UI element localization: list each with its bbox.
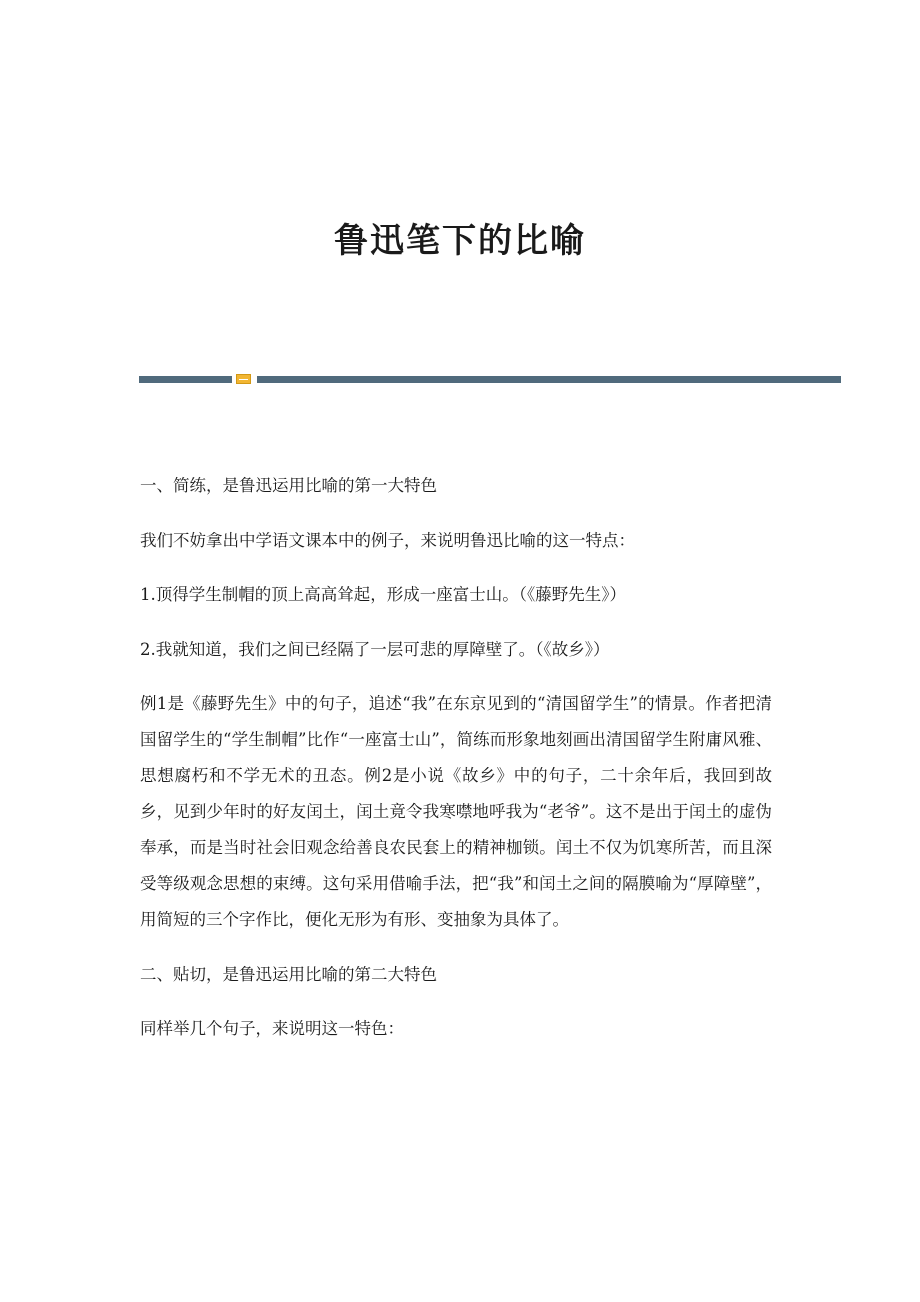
example-1: 1.顶得学生制帽的顶上高高耸起，形成一座富士山。（《藤野先生》） — [140, 585, 626, 604]
example-2: 2.我就知道，我们之间已经隔了一层可悲的厚障壁了。（《故乡》） — [140, 639, 610, 659]
section-heading-2: 二、贴切，是鲁迅运用比喻的第二大特色 — [140, 964, 437, 984]
document-title: 鲁迅笔下的比喻 — [334, 221, 586, 261]
title-divider — [139, 374, 841, 384]
divider-bar-right — [257, 376, 841, 383]
section-heading-1: 一、简练，是鲁迅运用比喻的第一大特色 — [140, 476, 437, 495]
divider-bar-left — [139, 376, 232, 383]
paragraph-analysis: 例1是《藤野先生》中的句子，追述“我”在东京见到的“清国留学生”的情景。作者把清国留学生的“学生制帽”比作“一座富士山”，简练而形象地刻画出清国留学生附庸风雅、思想腐朽和不学无术的丑态。例2是小说《故乡》中的句子，二十余年后，我回到故乡，见到少年时的好友闰土，闰土竟令我寒噤地呼我为“老爷”。这不是出于闰土的虚伪奉承，而是当时社会旧观念给善良农民套上的精神枷锁。闰土不仅为饥寒所苦，而且深受等级观念思想的束缚。这句采用借喻手法，把“我”和闰土之间的隔膜喻为“厚障壁”，用简短的三个字作比，便化无形为有形、变抽象为具体了。 — [140, 694, 772, 929]
paragraph-intro: 我们不妨拿出中学语文课本中的例子，来说明鲁迅比喻的这一特点： — [140, 530, 635, 550]
paragraph-intro-2: 同样举几个句子，来说明这一特色： — [140, 1019, 404, 1038]
document-body — [140, 468, 772, 1066]
divider-mark-icon — [236, 374, 251, 384]
